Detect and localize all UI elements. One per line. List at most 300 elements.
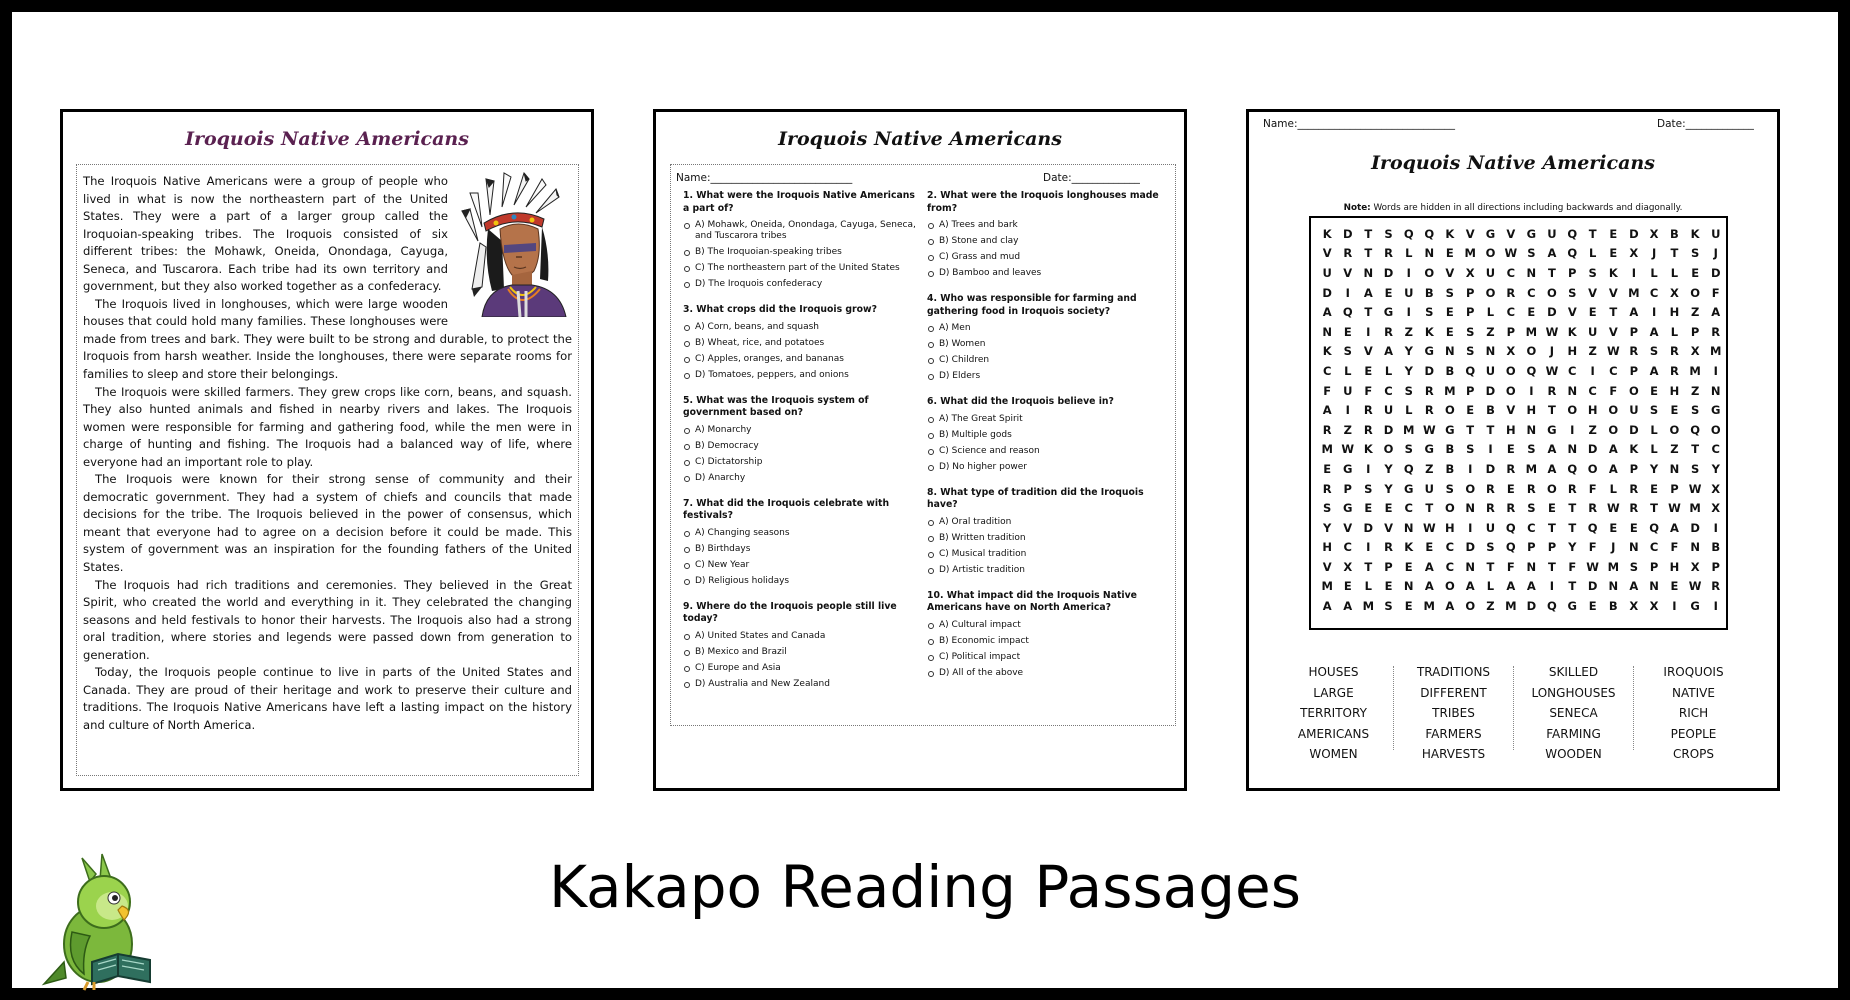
grid-letter: B [1670,226,1679,241]
grid-letter: S [1588,265,1597,280]
question-text: 1. What were the Iroquois Native Americans a part of? [683,190,915,214]
grid-letter: P [1629,324,1639,339]
grid-letter: V [1506,403,1516,418]
name-field-label: Name:______________________________ [1263,118,1456,130]
word-item: LONGHOUSES [1531,685,1616,700]
grid-letter: I [1366,461,1371,476]
grid-letter: Y [1323,520,1332,535]
answer-option: A) Mohawk, Oneida, Onondaga, Cayuga, Seneca, and Tuscarora tribes [695,220,919,242]
answer-option: D) Bamboo and leaves [939,268,1163,279]
answer-option: C) Europe and Asia [695,663,919,674]
grid-letter: M [1464,246,1476,261]
grid-letter: F [1609,383,1618,398]
grid-row [1317,224,1726,244]
question-block [683,304,919,381]
question-block [927,396,1163,473]
grid-letter: E [1343,324,1352,339]
grid-letter: V [1608,324,1618,339]
grid-letter: T [1364,559,1373,574]
grid-letter: L [1486,579,1495,594]
grid-letter: Y [1384,461,1393,476]
word-item: WOMEN [1309,747,1358,762]
grid-letter: G [1526,226,1537,241]
grid-letter: J [1549,344,1555,359]
grid-letter: O [1444,579,1455,594]
grid-letter: I [1366,540,1371,555]
grid-letter: I [1631,265,1636,280]
grid-letter: D [1710,265,1721,280]
grid-letter: R [1343,246,1353,261]
grid-letter: P [1466,383,1475,398]
grid-letter: R [1384,246,1393,261]
grid-letter: O [1485,285,1496,300]
grid-letter: R [1547,383,1557,398]
grid-letter: Z [1670,442,1679,457]
grid-letter: M [1321,579,1333,594]
grid-letter: T [1466,422,1475,437]
grid-letter: P [1711,559,1720,574]
grid-letter: R [1567,481,1577,496]
grid-letter: M [1525,461,1538,476]
grid-letter: S [1527,246,1536,261]
grid-letter: G [1567,599,1577,614]
grid-letter: R [1711,579,1721,594]
word-item: PEOPLE [1670,726,1717,741]
grid-letter: F [1711,285,1720,300]
grid-letter: W [1688,481,1702,496]
grid-letter: A [1608,442,1618,457]
question-block [927,293,1163,382]
grid-letter: O [1567,403,1578,418]
grid-letter: C [1527,285,1536,300]
grid-letter: W [1586,559,1599,574]
grid-letter: I [1570,422,1575,437]
date-field-label: Date:_____________ [1657,118,1754,130]
grid-letter: R [1506,285,1516,300]
grid-letter: U [1547,226,1557,241]
grid-letter: R [1322,422,1332,437]
grid-letter: H [1445,520,1455,535]
grid-letter: R [1526,481,1536,496]
grid-letter: G [1424,442,1434,457]
questions-box [670,164,1176,726]
grid-letter: X [1711,501,1721,516]
answer-option: B) The Iroquoian-speaking tribes [695,247,919,258]
grid-letter: K [1424,324,1434,339]
grid-letter: N [1363,265,1374,280]
grid-letter: F [1364,383,1373,398]
grid-letter: D [1424,363,1435,378]
grid-letter: E [1670,579,1679,594]
word-item: LARGE [1313,685,1354,700]
passage-title: Iroquois Native Americans [185,128,469,150]
grid-letter: S [1690,461,1700,476]
grid-letter: V [1363,344,1373,359]
grid-letter: T [1568,579,1577,594]
grid-letter: T [1425,501,1434,516]
grid-letter: A [1322,599,1332,614]
grid-letter: T [1547,403,1556,418]
word-column-divider [1633,666,1634,750]
grid-letter: N [1567,383,1578,398]
grid-letter: O [1710,422,1721,437]
grid-letter: I [1406,265,1411,280]
grid-letter: H [1506,422,1516,437]
grid-letter: D [1363,520,1374,535]
grid-letter: S [1445,285,1454,300]
grid-letter: Y [1404,363,1413,378]
grid-letter: I [1672,599,1677,614]
grid-letter: L [1650,265,1658,280]
grid-letter: U [1485,265,1496,280]
grid-letter: K [1608,265,1618,280]
questions-title: Iroquois Native Americans [778,128,1062,150]
grid-letter: W [1606,344,1620,359]
word-column [1515,662,1632,765]
grid-letter: V [1506,226,1516,241]
question-block [927,487,1163,576]
grid-letter: V [1343,520,1353,535]
grid-letter: S [1649,403,1659,418]
grid-letter: G [1485,226,1496,241]
answer-option: C) Science and reason [939,446,1163,457]
question-block [683,498,919,587]
grid-letter: C [1384,383,1393,398]
grid-letter: Q [1424,226,1435,241]
grid-letter: N [1403,579,1414,594]
grid-letter: Q [1547,599,1557,614]
grid-letter: L [1670,265,1679,280]
grid-letter: I [1345,285,1350,300]
answer-option: B) Democracy [695,441,919,452]
grid-letter: A [1465,579,1475,594]
grid-letter: X [1506,344,1516,359]
questions-right-column [927,190,1163,693]
grid-letter: S [1425,305,1434,320]
grid-letter: R [1384,324,1393,339]
grid-letter: E [1445,246,1454,261]
grid-letter: I [1468,461,1473,476]
grid-letter: G [1404,481,1414,496]
grid-letter: W [1606,501,1620,516]
grid-letter: S [1466,442,1475,457]
grid-letter: O [1526,344,1537,359]
grid-letter: A [1322,403,1332,418]
grid-letter: Q [1649,520,1659,535]
grid-letter: C [1711,442,1720,457]
grid-letter: Z [1425,461,1434,476]
answer-option: D) Elders [939,371,1163,382]
answer-option: D) Anarchy [695,473,919,484]
grid-letter: T [1568,520,1577,535]
grid-letter: H [1526,403,1537,418]
grid-letter: L [1650,422,1658,437]
grid-letter: O [1505,383,1516,398]
grid-letter: Y [1404,344,1413,359]
grid-letter: D [1690,520,1700,535]
grid-letter: N [1322,324,1333,339]
grid-letter: P [1690,324,1700,339]
grid-letter: H [1669,383,1680,398]
grid-letter: X [1465,265,1475,280]
word-column-divider [1393,666,1394,750]
grid-letter: A [1322,305,1332,320]
grid-letter: D [1322,285,1332,300]
grid-row [1317,263,1726,283]
question-text: 9. Where do the Iroquois people still live today? [683,600,897,624]
grid-letter: V [1567,305,1577,320]
grid-letter: E [1364,363,1373,378]
word-column-divider [1513,666,1514,750]
grid-row [1317,518,1726,538]
grid-letter: B [1445,461,1455,476]
grid-letter: X [1649,226,1659,241]
brand-text: Kakapo Reading Passages [549,853,1301,921]
answer-option: C) Grass and mud [939,252,1163,263]
preview-canvas [12,12,1838,988]
grid-letter: F [1323,383,1332,398]
grid-letter: E [1547,501,1556,516]
word-search-note: Note: Words are hidden in all directions including backwards and diagonally. [1343,203,1683,213]
grid-letter: H [1669,559,1680,574]
grid-letter: K [1404,540,1414,555]
grid-letter: M [1362,599,1375,614]
grid-letter: E [1404,599,1413,614]
grid-letter: C [1568,363,1577,378]
questions-left-column [683,190,919,704]
word-column [1275,662,1392,765]
grid-letter: U [1424,481,1434,496]
grid-letter: E [1609,226,1618,241]
grid-letter: R [1424,403,1434,418]
grid-letter: U [1322,265,1332,280]
grid-letter: I [1590,363,1595,378]
grid-letter: Z [1588,422,1597,437]
answer-option: C) Political impact [939,652,1163,663]
grid-letter: E [1650,481,1658,496]
passage-paragraph-3: The Iroquois were skilled farmers. They grew crops like corn, beans, and squash. They also hunted animals and fished in nearby rivers and lakes. The Iroquois women were responsible for farming and gathering food, while the men were in charge of hunting and fishing. The Iroquois had a balanced way of life, where everyone had an important role to play. [83,384,572,469]
grid-letter: Z [1404,324,1413,339]
grid-letter: I [1713,599,1718,614]
grid-letter: W [1422,422,1436,437]
grid-letter: S [1629,559,1638,574]
grid-letter: L [1344,363,1352,378]
word-item: CROPS [1672,747,1714,762]
passage-paragraph-4: The Iroquois were known for their strong sense of community and their democratic government. They had a system of chiefs and councils that made decisions for the tribe. The Iroquois believed in the power of consensus, which meant that everyone had to agree on a decision before it could be made. This system of government was an inspiration for the founding fathers of the United States. [83,472,572,575]
question-block [683,190,919,290]
grid-letter: O [1608,403,1619,418]
grid-letter: T [1364,305,1373,320]
grid-letter: O [1608,422,1619,437]
grid-letter: A [1629,579,1639,594]
grid-letter: Y [1568,540,1577,555]
grid-letter: M [1423,599,1435,614]
word-item: SENECA [1549,706,1598,721]
grid-letter: W [1422,520,1436,535]
grid-letter: N [1526,559,1537,574]
grid-letter: O [1444,501,1455,516]
grid-letter: N [1608,579,1619,594]
name-field-label: Name:___________________________ [676,172,853,184]
grid-letter: T [1547,520,1556,535]
question-text: 7. What did the Iroquois celebrate with festivals? [683,497,890,521]
grid-letter: R [1670,344,1679,359]
grid-letter: Y [1649,461,1659,476]
grid-letter: C [1445,540,1455,555]
grid-letter: G [1711,403,1721,418]
grid-letter: C [1649,540,1659,555]
grid-letter: P [1466,305,1475,320]
grid-letter: E [1588,599,1597,614]
answer-option: A) Men [939,323,1163,334]
grid-letter: H [1669,305,1680,320]
grid-letter: F [1568,559,1577,574]
answer-option: A) Changing seasons [695,528,919,539]
grid-letter: S [1323,501,1332,516]
answer-option: A) Oral tradition [939,517,1163,528]
grid-letter: S [1527,501,1536,516]
grid-letter: N [1403,520,1414,535]
grid-letter: U [1587,324,1598,339]
grid-letter: D [1342,226,1353,241]
grid-letter: T [1486,422,1495,437]
letter-grid [1309,216,1728,630]
grid-letter: E [1506,481,1515,496]
grid-letter: G [1547,422,1557,437]
grid-letter: S [1486,540,1495,555]
grid-letter: Q [1526,363,1537,378]
grid-letter: Q [1690,422,1701,437]
grid-letter: S [1404,383,1413,398]
grid-letter: S [1343,344,1352,359]
grid-letter: G [1383,305,1394,320]
grid-letter: N [1485,344,1496,359]
grid-letter: M [1321,442,1333,457]
grid-row [1317,479,1726,499]
grid-letter: Y [1711,461,1720,476]
grid-letter: V [1465,226,1475,241]
grid-letter: C [1527,520,1536,535]
grid-letter: A [1547,442,1557,457]
grid-letter: K [1567,324,1577,339]
grid-letter: D [1587,579,1598,594]
grid-letter: G [1343,461,1353,476]
grid-letter: D [1587,442,1598,457]
grid-letter: C [1404,501,1413,516]
grid-letter: Q [1342,305,1353,320]
grid-letter: M [1403,422,1415,437]
answer-option: B) Mexico and Brazil [695,647,919,658]
word-column [1635,662,1752,765]
grid-letter: Q [1403,226,1414,241]
grid-letter: C [1343,540,1352,555]
grid-letter: O [1465,599,1476,614]
grid-row [1317,302,1726,322]
answer-option: D) Religious holidays [695,576,919,587]
grid-letter: L [1609,481,1617,496]
word-column [1395,662,1512,765]
grid-letter: Q [1567,226,1578,241]
grid-letter: N [1526,265,1537,280]
answer-option: B) Multiple gods [939,430,1163,441]
grid-letter: S [1690,403,1700,418]
grid-letter: S [1649,344,1659,359]
grid-letter: I [1549,579,1555,594]
grid-letter: A [1506,579,1516,594]
grid-letter: K [1363,442,1373,457]
grid-letter: X [1629,599,1639,614]
grid-letter: V [1322,246,1332,261]
grid-letter: A [1424,559,1434,574]
word-item: IROQUOIS [1663,665,1724,679]
grid-letter: E [1364,501,1373,516]
grid-letter: E [1343,579,1352,594]
grid-letter: L [1486,305,1495,320]
grid-letter: N [1526,422,1537,437]
grid-letter: Y [1384,481,1393,496]
grid-letter: G [1343,501,1353,516]
grid-letter: S [1384,599,1393,614]
answer-option: D) No higher power [939,462,1163,473]
grid-letter: F [1588,540,1597,555]
answer-option: C) Children [939,355,1163,366]
grid-letter: S [1568,285,1577,300]
passage-box [76,164,579,776]
grid-letter: E [1506,442,1515,457]
questions-page [653,109,1187,791]
grid-letter: E [1588,305,1597,320]
grid-letter: S [1527,442,1536,457]
grid-letter: N [1649,579,1659,594]
grid-letter: I [1366,324,1371,339]
grid-row [1317,322,1726,342]
grid-row [1317,244,1726,264]
grid-letter: C [1322,363,1332,378]
grid-letter: U [1383,403,1394,418]
grid-letter: E [1445,324,1454,339]
word-item: WOODEN [1545,747,1602,762]
grid-letter: G [1424,344,1434,359]
grid-letter: M [1607,559,1620,574]
grid-letter: D [1383,265,1394,280]
grid-letter: E [1629,520,1638,535]
native-chief-illustration [456,171,576,317]
grid-row [1317,283,1726,303]
grid-letter: X [1690,344,1700,359]
grid-letter: K [1629,442,1639,457]
grid-letter: S [1466,324,1475,339]
grid-letter: A [1608,461,1618,476]
grid-letter: E [1445,305,1454,320]
answer-option: A) Cultural impact [939,620,1163,631]
grid-letter: N [1567,442,1578,457]
grid-letter: H [1587,403,1598,418]
grid-letter: P [1343,481,1352,496]
date-field-label: Date:_____________ [1043,172,1140,184]
grid-letter: T [1547,265,1556,280]
grid-letter: A [1343,599,1353,614]
grid-letter: T [1691,442,1700,457]
grid-letter: D [1383,422,1394,437]
grid-letter: W [1504,246,1518,261]
grid-letter: K [1445,226,1455,241]
grid-letter: S [1364,481,1373,496]
grid-letter: X [1711,481,1721,496]
grid-letter: N [1629,540,1639,555]
grid-letter: U [1404,285,1414,300]
grid-letter: P [1629,461,1639,476]
grid-letter: J [1611,540,1616,555]
